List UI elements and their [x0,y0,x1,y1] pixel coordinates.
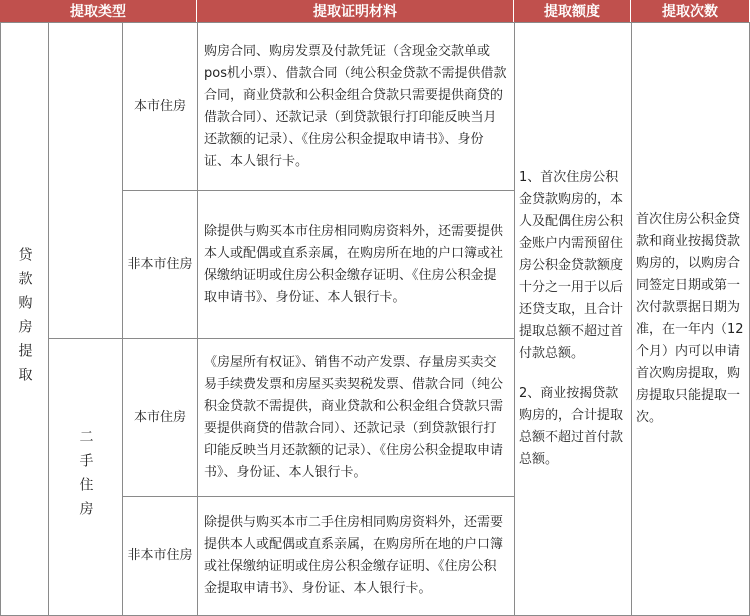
second-local-label: 本市住房 [122,338,198,497]
amount-rule-1: 1、首次住房公积金贷款购房的，本人及配偶住房公积金账户内需预留住房公积金贷款额度十分之一用于以后还贷支取，且合计提取总额不超过首付款总额。 [519,170,624,361]
second-hand-cell [48,338,123,616]
second-local-materials: 《房屋所有权证》、销售不动产发票、存量房买卖交易手续费发票和房屋买卖契税发票、借款合同（纯公积金贷款不需提供，商业贷款和公积金组合贷款只需要提供商贷的借款合同）、还款记录（到贷款银行打印能反映当月还款额的记录）、《住房公积金提取申请书》、身份证、本人银行卡。 [197,338,515,497]
times-text: 首次住房公积金贷款和商业按揭贷款购房的，以购房合同签定日期或第一次付款票据日期为准，在一年内（12个月）内可以申请首次购房提取，购房提取只能提取一次。 [636,212,744,425]
category-label: 贷款购房提取 [16,247,33,391]
header-times: 提取次数 [631,0,750,22]
second-hand-label: 二手住房 [77,429,94,525]
new-local-materials: 购房合同、购房发票及付款凭证（含现金交款单或pos机小票）、借款合同（纯公积金贷款不需提供借款合同，商业贷款和公积金组合贷款只需要提供商贷的借款合同）、还款记录（到贷款银行打印能反映当月还款额的记录）、《住房公积金提取申请书》、身份证、本人银行卡。 [197,22,515,191]
category-cell [0,22,49,616]
times-cell [631,22,750,616]
header-type: 提取类型 [0,0,197,22]
header-materials: 提取证明材料 [197,0,514,22]
amount-rule-2: 2、商业按揭贷款购房的，合计提取总额不超过首付款总额。 [519,386,624,467]
new-house-cell [48,22,123,339]
header-amount: 提取额度 [514,0,631,22]
second-nonlocal-materials: 除提供与购买本市二手住房相同购房资料外，还需要提供本人或配偶或直系亲属，在购房所在地的户口簿或社保缴纳证明或住房公积金缴存证明、《住房公积金提取申请书》、身份证、本人银行卡。 [197,496,515,616]
new-nonlocal-materials: 除提供与购买本市住房相同购房资料外，还需要提供本人或配偶或直系亲属，在购房所在地的户口簿或社保缴纳证明或住房公积金缴存证明、《住房公积金提取申请书》、身份证、本人银行卡。 [197,190,515,339]
amount-cell [514,22,632,616]
second-nonlocal-label: 非本市住房 [122,496,198,616]
new-nonlocal-label: 非本市住房 [122,190,198,339]
new-local-label: 本市住房 [122,22,198,191]
